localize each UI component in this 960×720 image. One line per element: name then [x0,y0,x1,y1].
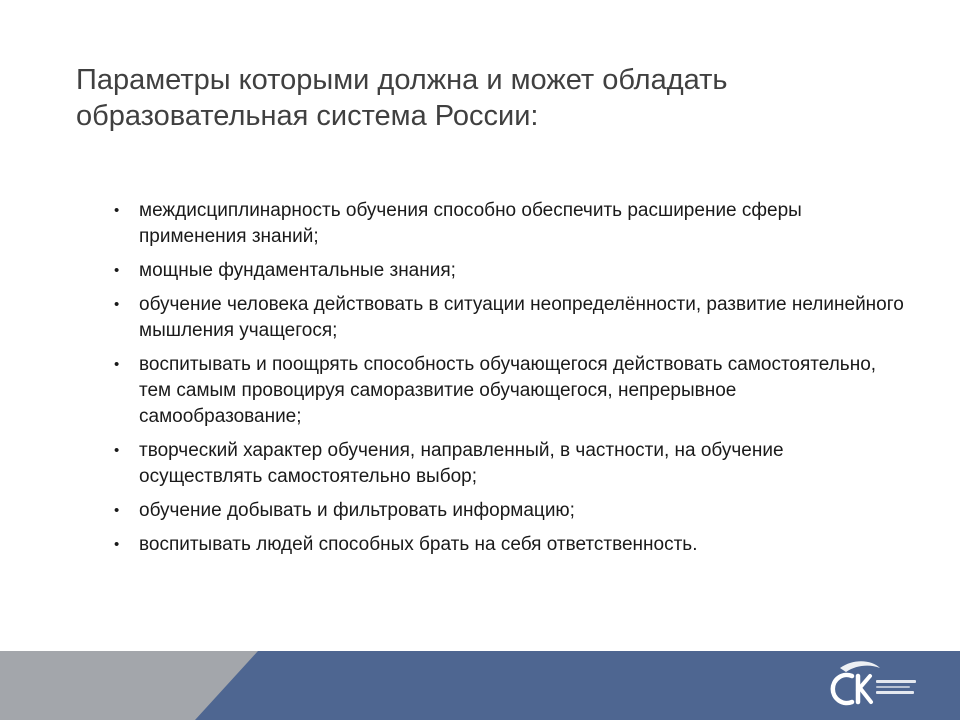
bullet-text: воспитывать и поощрять способность обучающегося действовать самостоятельно, тем самым провоцируя саморазвитие обучающегося, непрерывное самообразование; [139,354,877,427]
bullet-text: мощные фундаментальные знания; [139,260,456,281]
bullet-icon: • [114,536,120,553]
bullet-text: обучение добывать и фильтровать информацию; [139,500,575,521]
bullet-text: воспитывать людей способных брать на себя ответственность. [139,534,698,555]
bullet-icon: • [114,296,120,313]
bullet-text: обучение человека действовать в ситуации неопределённости, развитие нелинейного мышления учащегося; [139,294,904,341]
bullet-icon: • [114,442,120,459]
list-item [114,198,904,250]
list-item [114,438,904,490]
list-item [114,532,904,558]
bullet-icon: • [114,262,120,279]
list-item [114,258,904,284]
sk-logo-icon [820,656,926,712]
bullet-text: творческий характер обучения, направленный, в частности, на обучение осуществлять самостоятельно выбор; [139,440,784,487]
bullet-icon: • [114,502,120,519]
slide-title: Параметры которыми должна и может обладать образовательная система России: [76,64,728,132]
bullet-list [114,198,904,566]
list-item [114,292,904,344]
footer-bar [0,651,960,720]
bullet-text: междисциплинарность обучения способно обеспечить расширение сферы применения знаний; [139,200,802,247]
list-item [114,498,904,524]
bullet-icon: • [114,356,120,373]
bullet-icon: • [114,202,120,219]
list-item [114,352,904,430]
